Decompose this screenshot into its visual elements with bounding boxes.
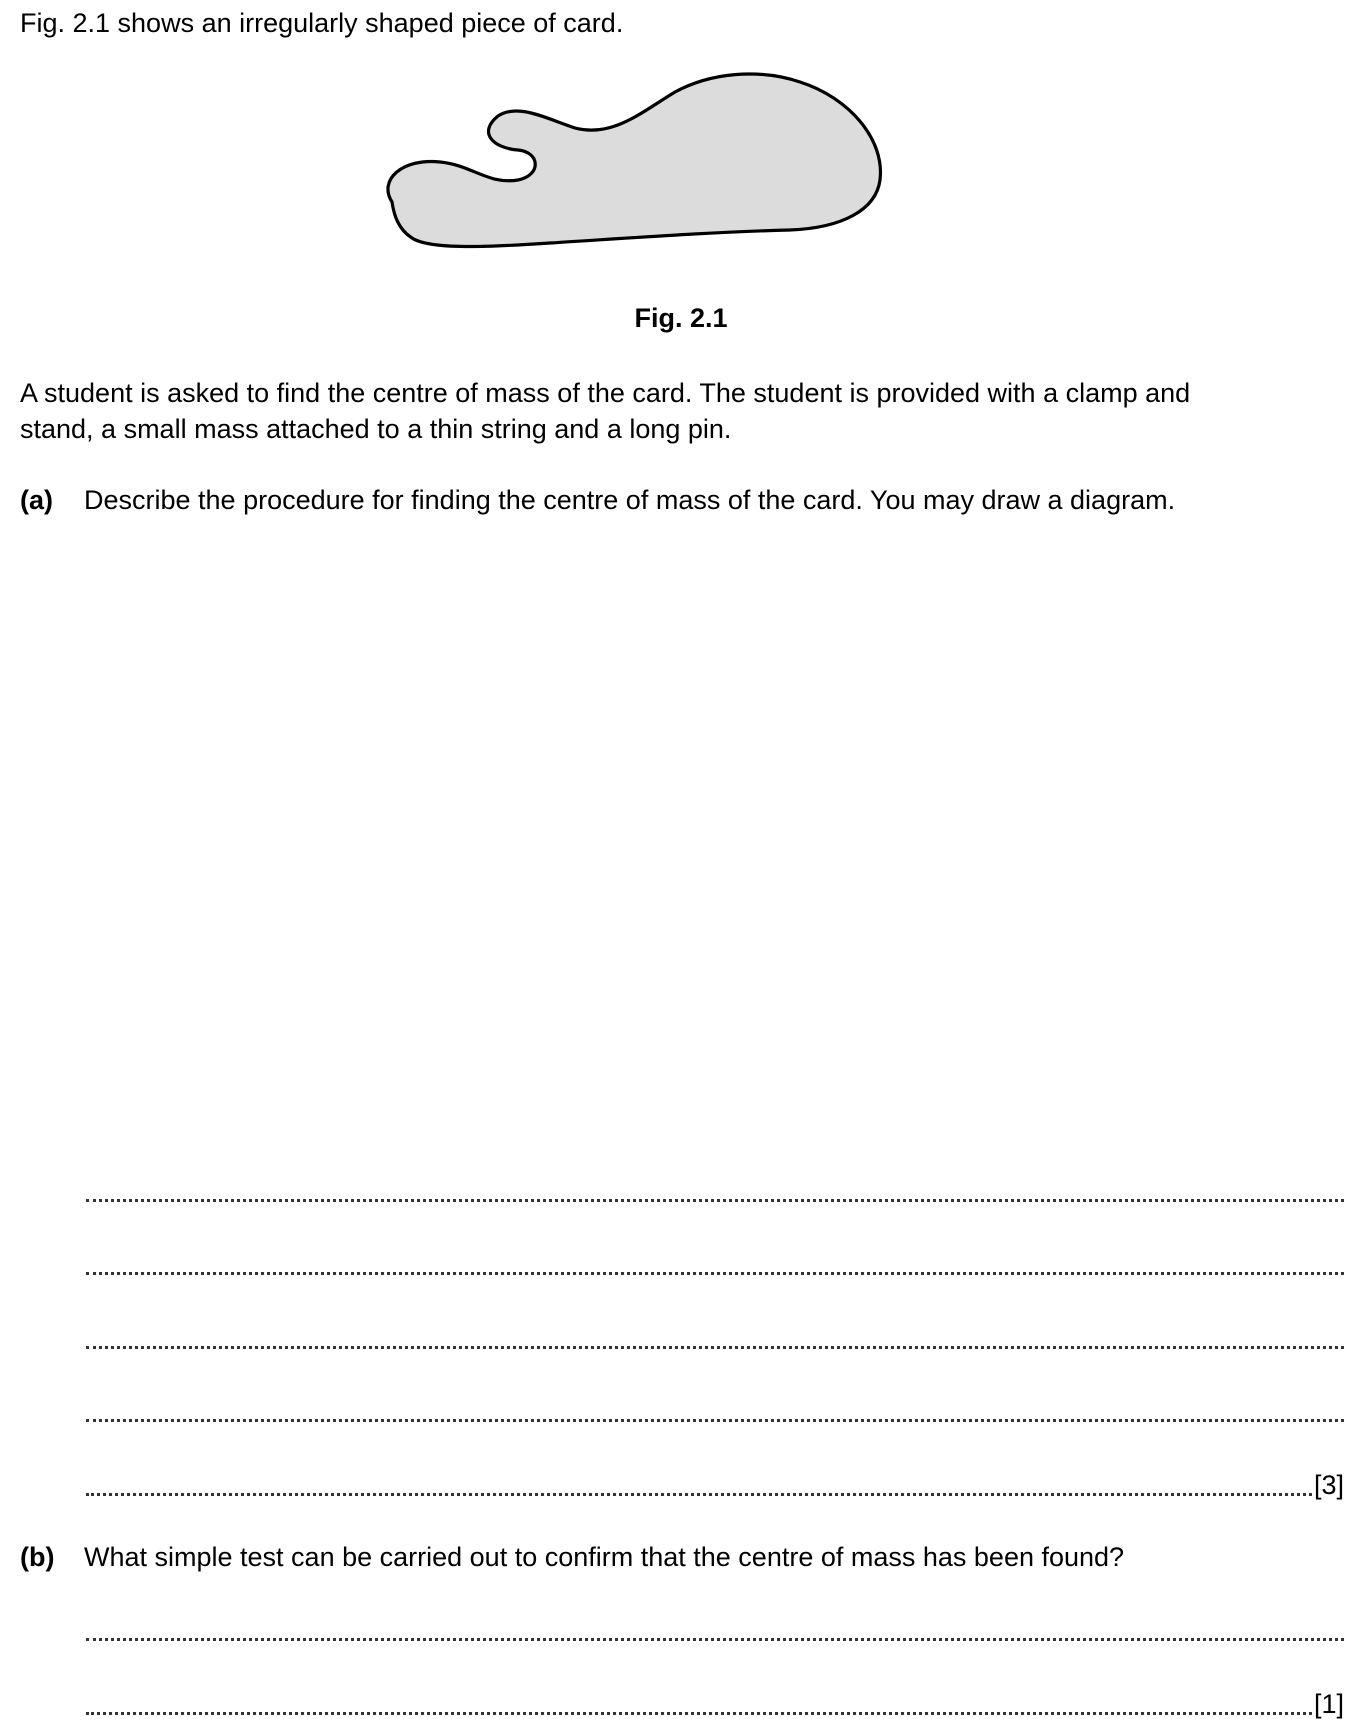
context-paragraph-line-1: A student is asked to find the centre of mass of the card. The student is provided with a clamp and: [20, 378, 1191, 408]
answer-line-b-2[interactable]: [86, 1689, 1344, 1719]
intro-text: Fig. 2.1 shows an irregularly shaped piece of card.: [20, 8, 624, 38]
part-b-marks: [1]: [1313, 1689, 1344, 1719]
part-b-question: What simple test can be carried out to confirm that the centre of mass has been found?: [84, 1542, 1125, 1572]
figure-caption: Fig. 2.1: [634, 303, 728, 333]
part-a-label: (a): [20, 485, 53, 515]
answer-line-b-1[interactable]: [86, 1615, 1344, 1645]
answer-line-a-3[interactable]: [86, 1323, 1344, 1353]
context-paragraph-line-2: stand, a small mass attached to a thin string and a long pin.: [20, 414, 732, 444]
irregular-card-shape: [380, 70, 920, 260]
answer-line-a-2[interactable]: [86, 1249, 1344, 1279]
part-a-question: Describe the procedure for finding the centre of mass of the card. You may draw a diagram.: [84, 485, 1176, 515]
answer-line-a-5[interactable]: [86, 1470, 1344, 1500]
figure-2-1: [380, 70, 920, 260]
part-b-label: (b): [20, 1542, 55, 1572]
answer-line-a-1[interactable]: [86, 1176, 1344, 1206]
answer-line-a-4[interactable]: [86, 1396, 1344, 1426]
part-a-marks: [3]: [1313, 1470, 1344, 1500]
